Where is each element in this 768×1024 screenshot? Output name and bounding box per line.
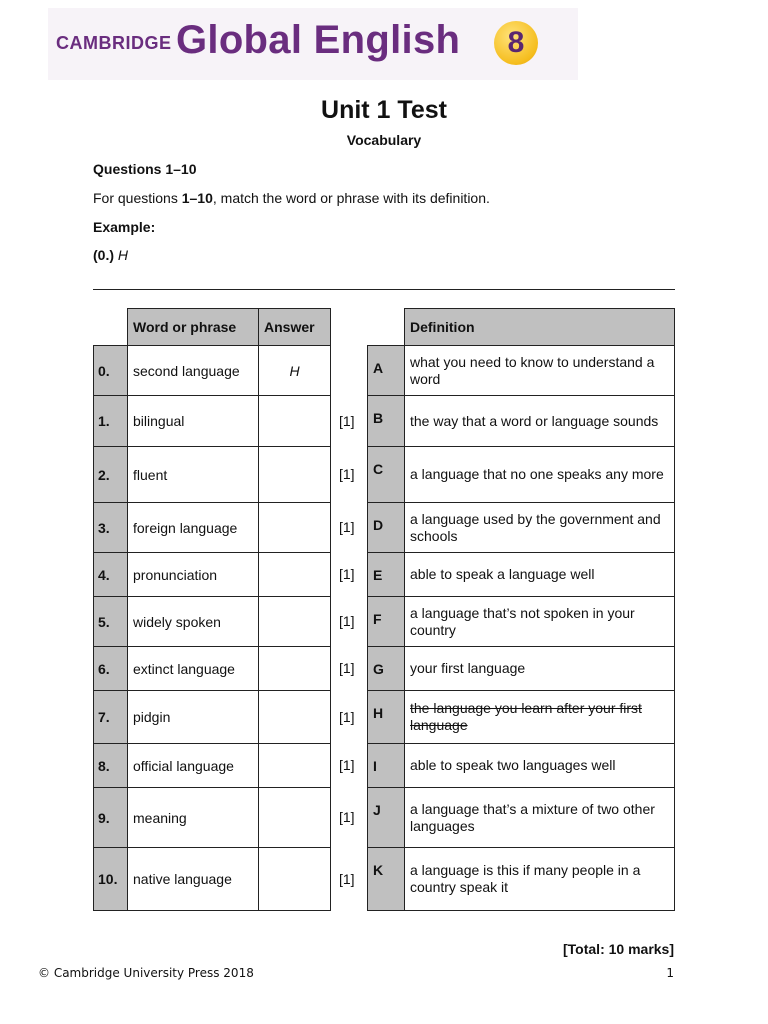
definition-text <box>404 787 675 848</box>
definition-text-content: a language is this if many people in a country speak it <box>410 862 641 895</box>
question-word: second language <box>127 345 259 396</box>
question-word: native language <box>127 847 259 911</box>
question-number: 2. <box>93 446 128 503</box>
definition-text <box>404 552 675 597</box>
answer-box[interactable] <box>258 596 331 647</box>
definition-text <box>404 502 675 553</box>
definition-text <box>404 743 675 788</box>
definition-letter: I <box>367 743 405 788</box>
copyright: © Cambridge University Press 2018 <box>38 966 254 980</box>
mark-allocation: [1] <box>339 660 355 676</box>
definition-text <box>404 596 675 647</box>
page-title: Unit 1 Test <box>321 96 447 124</box>
definition-letter: F <box>367 596 405 647</box>
instructions-text-end: , match the word or phrase with its definition. <box>212 190 490 206</box>
definition-letter: H <box>367 690 405 744</box>
definition-text-content: a language that’s not spoken in your country <box>410 604 635 638</box>
answer-box[interactable] <box>258 690 331 744</box>
definition-text-content: a language used by the government and schools <box>410 510 661 544</box>
definition-text <box>404 646 675 691</box>
definition-text-content: a language that no one speaks any more <box>410 466 664 482</box>
instructions-text: For questions <box>93 190 182 206</box>
mark-allocation: [1] <box>339 809 355 825</box>
instructions-range: 1–10 <box>181 190 213 206</box>
question-number: 4. <box>93 552 128 597</box>
definition-text-content: able to speak a language well <box>410 566 595 582</box>
question-word: extinct language <box>127 646 259 691</box>
mark-allocation: [1] <box>339 757 355 773</box>
answer-box[interactable]: H <box>258 345 331 396</box>
mark-allocation: [1] <box>339 466 355 482</box>
mark-allocation: [1] <box>339 613 355 629</box>
instructions <box>93 190 490 206</box>
question-word: bilingual <box>127 395 259 447</box>
example <box>93 247 128 263</box>
answer-box[interactable] <box>258 502 331 553</box>
header-word-or-phrase: Word or phrase <box>127 308 259 346</box>
level-badge: 8 <box>494 21 538 65</box>
page-subtitle: Vocabulary <box>346 132 422 148</box>
definition-text <box>404 395 675 447</box>
example-number: (0.) <box>93 247 114 263</box>
question-word: official language <box>127 743 259 788</box>
definition-text <box>404 847 675 911</box>
definition-letter: C <box>367 446 405 503</box>
header-definition: Definition <box>404 308 675 346</box>
answer-box[interactable] <box>258 847 331 911</box>
brand-title: Global English <box>176 18 461 62</box>
question-word: meaning <box>127 787 259 848</box>
definition-letter: E <box>367 552 405 597</box>
answer-box[interactable] <box>258 646 331 691</box>
question-word: pidgin <box>127 690 259 744</box>
question-word: fluent <box>127 446 259 503</box>
question-number: 5. <box>93 596 128 647</box>
definition-letter: A <box>367 345 405 396</box>
header-answer: Answer <box>258 308 331 346</box>
example-answer: H <box>117 247 129 263</box>
question-number: 3. <box>93 502 128 553</box>
definition-text-content: able to speak two languages well <box>410 757 616 773</box>
mark-allocation: [1] <box>339 519 355 535</box>
definition-text-used: the language you learn after your first language <box>410 700 642 733</box>
answer-box[interactable] <box>258 446 331 503</box>
total-marks: [Total: 10 marks] <box>563 941 674 957</box>
question-word: foreign language <box>127 502 259 553</box>
definition-letter: K <box>367 847 405 911</box>
question-number: 0. <box>93 345 128 396</box>
questions-heading: Questions 1–10 <box>93 161 197 177</box>
definition-letter: D <box>367 502 405 553</box>
question-number: 10. <box>93 847 128 911</box>
definition-letter: B <box>367 395 405 447</box>
question-number: 9. <box>93 787 128 848</box>
answer-box[interactable] <box>258 552 331 597</box>
question-word: widely spoken <box>127 596 259 647</box>
question-number: 1. <box>93 395 128 447</box>
definition-text <box>404 345 675 396</box>
question-number: 6. <box>93 646 128 691</box>
definition-text <box>404 690 675 744</box>
definition-text-content: your first language <box>410 660 526 676</box>
answer-box[interactable] <box>258 787 331 848</box>
definition-text <box>404 446 675 503</box>
mark-allocation: [1] <box>339 708 355 725</box>
mark-allocation: [1] <box>339 412 355 429</box>
brand-cambridge: CAMBRIDGE <box>56 33 172 53</box>
definition-text-content: what you need to know to understand a word <box>410 353 655 387</box>
question-number: 7. <box>93 690 128 744</box>
answer-box[interactable] <box>258 395 331 447</box>
mark-allocation: [1] <box>339 566 355 582</box>
question-word: pronunciation <box>127 552 259 597</box>
answer-box[interactable] <box>258 743 331 788</box>
definition-text-content: the way that a word or language sounds <box>410 412 659 429</box>
definition-letter: G <box>367 646 405 691</box>
definition-text-content: a language that’s a mixture of two other languages <box>410 800 655 834</box>
definition-letter: J <box>367 787 405 848</box>
question-number: 8. <box>93 743 128 788</box>
page-number: 1 <box>666 966 674 980</box>
example-label: Example: <box>93 219 156 235</box>
divider <box>93 289 675 290</box>
mark-allocation: [1] <box>339 870 355 887</box>
